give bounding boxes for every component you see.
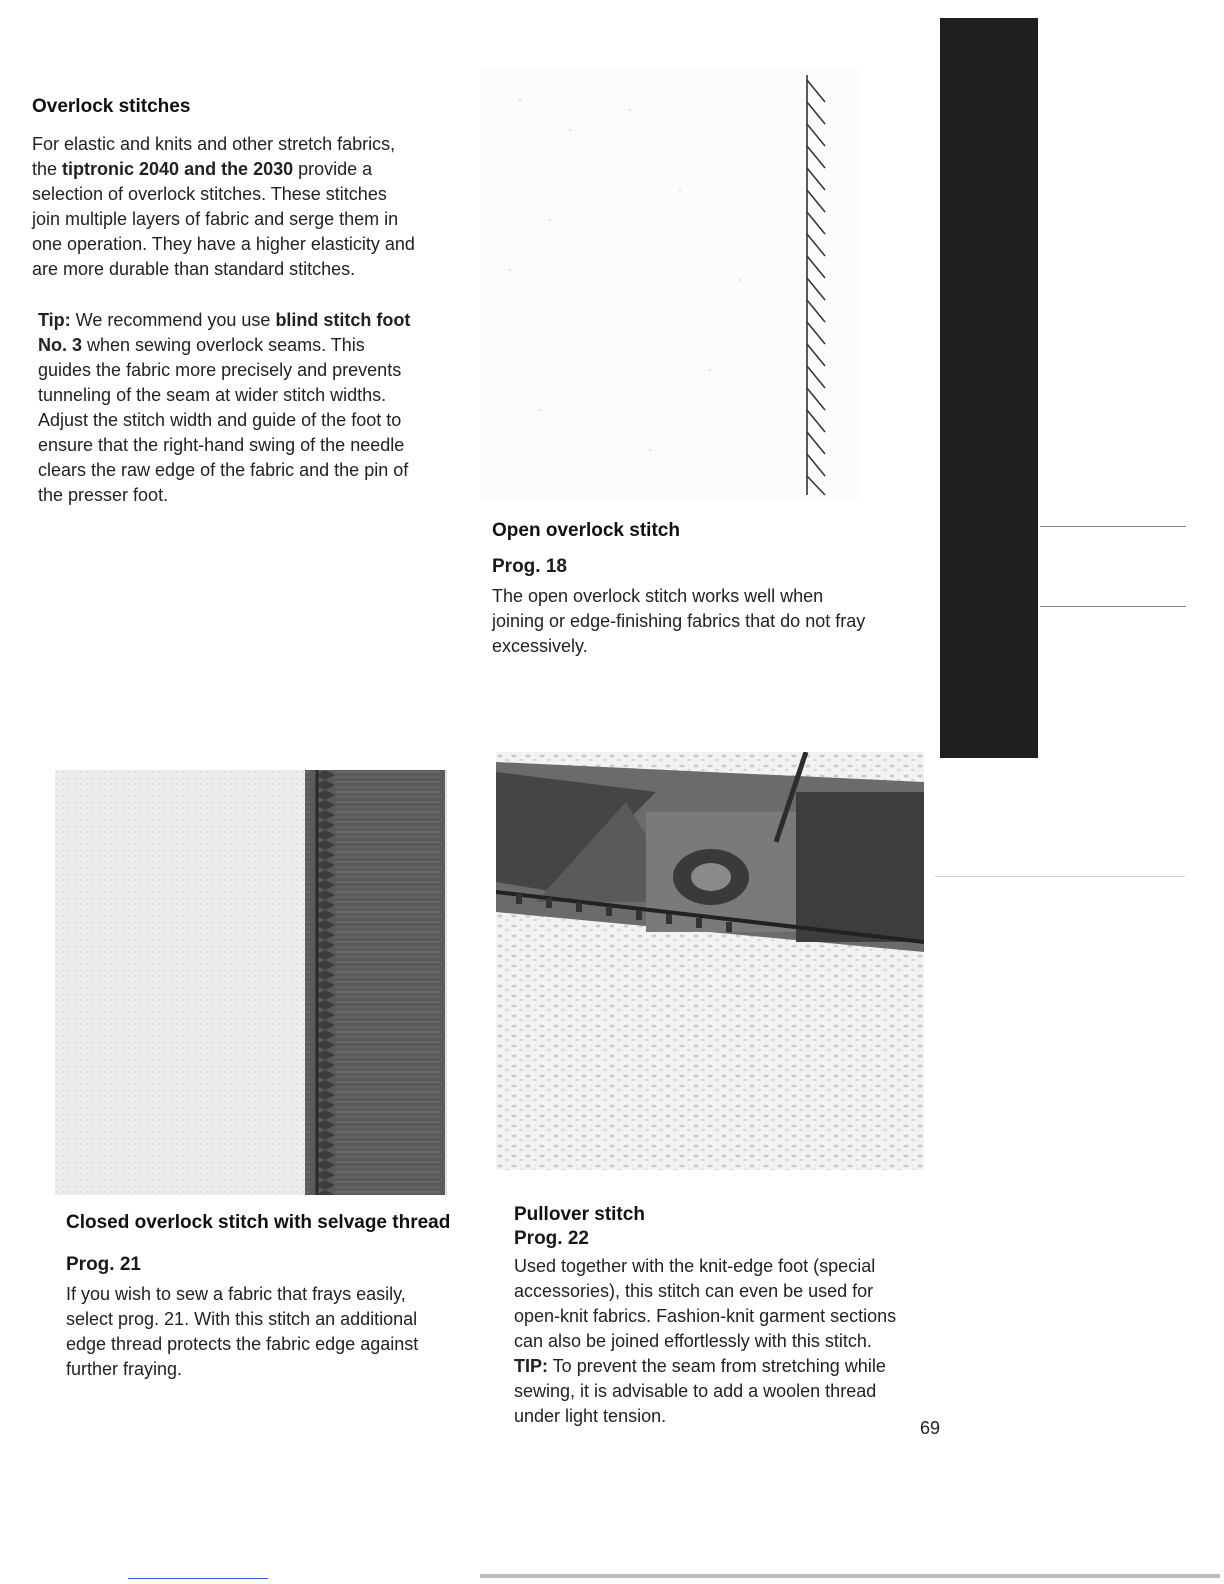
overlock-line-3: selection of overlock stitches. These stitches xyxy=(32,184,387,204)
overlock-title: Overlock stitches xyxy=(32,96,191,117)
tip-line-2: No. 3 when sewing overlock seams. This xyxy=(38,335,365,355)
page-edge-dark-bar xyxy=(940,18,1038,758)
pullover-line-6: sewing, it is advisable to add a woolen thread xyxy=(514,1381,877,1401)
edge-tick-line-3 xyxy=(935,876,1185,877)
overlock-line-1: For elastic and knits and other stretch fabrics, xyxy=(32,134,396,154)
edge-tick-line-2 xyxy=(1040,606,1186,607)
closed-overlock-line-1: If you wish to sew a fabric that frays easily, xyxy=(66,1284,406,1304)
tip-line-8: the presser foot. xyxy=(38,485,169,505)
overlock-line-4: join multiple layers of fabric and serge them in xyxy=(32,209,399,229)
page-number: 69 xyxy=(920,1418,941,1438)
tip-line-1: Tip: We recommend you use blind stitch foot xyxy=(38,310,411,330)
pullover-line-1: Used together with the knit-edge foot (special xyxy=(514,1256,876,1276)
open-overlock-stitch-drawing xyxy=(480,70,860,500)
open-overlock-image xyxy=(480,70,860,500)
tip-line-5: Adjust the stitch width and guide of the foot to xyxy=(38,410,402,430)
closed-overlock-prog: Prog. 21 xyxy=(66,1254,141,1275)
tip-section xyxy=(38,308,478,508)
open-overlock-section xyxy=(492,520,932,659)
pullover-line-2: accessories), this stitch can even be used for xyxy=(514,1281,874,1301)
closed-overlock-line-3: edge thread protects the fabric edge against xyxy=(66,1334,419,1354)
tip-line-3: guides the fabric more precisely and prevents xyxy=(38,360,402,380)
closed-overlock-title: Closed overlock stitch with selvage thread xyxy=(66,1212,451,1233)
closed-overlock-stitch-drawing xyxy=(55,770,447,1195)
pullover-line-3: open-knit fabrics. Fashion-knit garment sections xyxy=(514,1306,897,1326)
closed-overlock-line-2: select prog. 21. With this stitch an additional xyxy=(66,1309,418,1329)
footer-line-right xyxy=(480,1574,1220,1578)
pullover-machine-photo xyxy=(496,752,924,1170)
overlock-line-2: the tiptronic 2040 and the 2030 provide a xyxy=(32,159,373,179)
closed-overlock-line-4: further fraying. xyxy=(66,1359,183,1379)
overlock-line-6: are more durable than standard stitches. xyxy=(32,259,356,279)
pullover-prog: Prog. 22 xyxy=(514,1228,589,1249)
open-overlock-line-1: The open overlock stitch works well when xyxy=(492,586,824,606)
open-overlock-line-2: joining or edge-finishing fabrics that do not fray xyxy=(492,611,866,631)
closed-overlock-photo xyxy=(55,770,447,1195)
closed-overlock-section xyxy=(66,1212,486,1382)
overlock-line-5: one operation. They have a higher elasticity and xyxy=(32,234,415,254)
pullover-line-7: under light tension. xyxy=(514,1406,667,1426)
pullover-line-4: can also be joined effortlessly with this stitch. xyxy=(514,1331,872,1351)
pullover-title: Pullover stitch xyxy=(514,1204,645,1225)
pullover-machine-drawing xyxy=(496,752,924,1170)
open-overlock-line-3: excessively. xyxy=(492,636,588,656)
pullover-section xyxy=(514,1204,944,1429)
tip-line-7: clears the raw edge of the fabric and the pin of xyxy=(38,460,409,480)
tip-line-4: tunneling of the seam at wider stitch widths. xyxy=(38,385,387,405)
tip-line-6: ensure that the right-hand swing of the needle xyxy=(38,435,405,455)
overlock-section xyxy=(32,96,472,282)
open-overlock-prog: Prog. 18 xyxy=(492,556,567,577)
open-overlock-title: Open overlock stitch xyxy=(492,520,680,541)
pullover-line-5: TIP: To prevent the seam from stretching while xyxy=(514,1356,886,1376)
edge-tick-line-1 xyxy=(1040,526,1186,527)
footer-line-left xyxy=(128,1578,268,1579)
